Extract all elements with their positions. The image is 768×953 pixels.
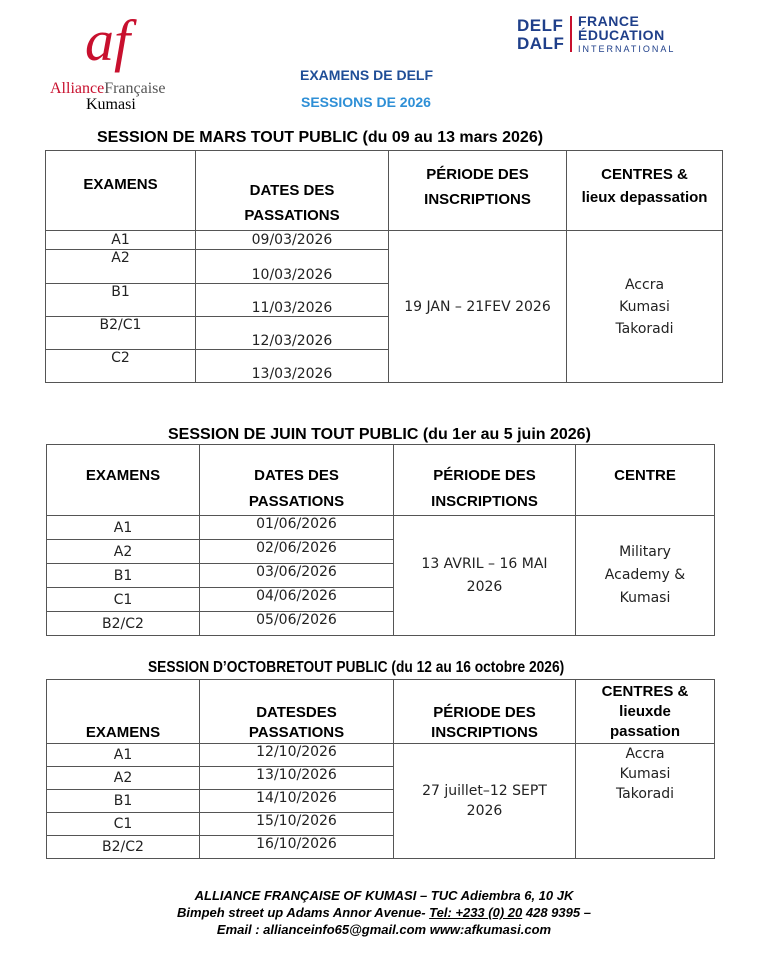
s2-date: 03/06/2026 bbox=[200, 564, 394, 588]
s3-centres: Accra Kumasi Takoradi bbox=[576, 744, 715, 859]
footer-street: Bimpeh street up Adams Annor Avenue- Tel: +233 (0) 20 428 9395 – bbox=[177, 905, 591, 920]
s3-col-period: PÉRIODE DES INSCRIPTIONS bbox=[394, 680, 576, 744]
session3-title: SESSION D’OCTOBRETOUT PUBLIC (du 12 au 16 octobre 2026) bbox=[148, 659, 565, 676]
fei-education: ÉDUCATION bbox=[578, 27, 665, 43]
s3-date: 14/10/2026 bbox=[200, 790, 394, 813]
s3-col-exams: EXAMENS bbox=[47, 680, 200, 744]
af-city: Kumasi bbox=[86, 96, 136, 113]
session3-table bbox=[46, 679, 715, 859]
footer bbox=[0, 887, 768, 938]
s2-centre: Military Academy & Kumasi bbox=[576, 516, 715, 636]
s3-exam: B2/C2 bbox=[47, 836, 200, 859]
session2-title: SESSION DE JUIN TOUT PUBLIC (du 1er au 5 juin 2026) bbox=[168, 426, 591, 443]
s1-exam: A2 bbox=[46, 250, 196, 284]
alliance-francaise-logo bbox=[83, 8, 143, 78]
s1-col-dates: DATES DES PASSATIONS bbox=[196, 151, 389, 231]
s1-col-period: PÉRIODE DES INSCRIPTIONS bbox=[389, 151, 567, 231]
s1-col-exams: EXAMENS bbox=[46, 151, 196, 231]
footer-email[interactable]: Email : allianceinfo65@gmail.com bbox=[216, 922, 427, 937]
s3-col-dates: DATESDES PASSATIONS bbox=[200, 680, 394, 744]
s3-period: 27 juillet–12 SEPT 2026 bbox=[394, 744, 576, 859]
page-title: EXAMENS DE DELF bbox=[300, 67, 434, 83]
s3-date: 16/10/2026 bbox=[200, 836, 394, 859]
s3-col-centres: CENTRES & lieuxde passation bbox=[576, 680, 715, 744]
fei-france: FRANCE bbox=[578, 13, 640, 29]
af-name-alliance: Alliance bbox=[50, 80, 105, 97]
delf-dalf-logo bbox=[517, 17, 564, 53]
s3-date: 12/10/2026 bbox=[200, 744, 394, 767]
dalf-label: DALF bbox=[517, 34, 565, 53]
s2-exam: A1 bbox=[47, 516, 200, 540]
s3-date: 15/10/2026 bbox=[200, 813, 394, 836]
af-name-francaise: Française bbox=[104, 80, 166, 97]
s2-col-exams: EXAMENS bbox=[47, 445, 200, 516]
s1-exam: B1 bbox=[46, 284, 196, 317]
footer-address: ALLIANCE FRANÇAISE OF KUMASI – TUC Adiembra 6, 10 JK bbox=[194, 888, 574, 903]
s2-date: 01/06/2026 bbox=[200, 516, 394, 540]
fei-international: INTERNATIONAL bbox=[578, 44, 676, 54]
s1-date: 13/03/2026 bbox=[196, 350, 389, 383]
s2-exam: B1 bbox=[47, 564, 200, 588]
af-logo-mark: af bbox=[85, 8, 131, 73]
france-education-logo bbox=[578, 14, 675, 56]
s1-period: 19 JAN – 21FEV 2026 bbox=[389, 231, 567, 383]
s2-exam: C1 bbox=[47, 588, 200, 612]
s1-date: 09/03/2026 bbox=[196, 231, 389, 250]
s1-date: 11/03/2026 bbox=[196, 284, 389, 317]
s1-date: 10/03/2026 bbox=[196, 250, 389, 284]
footer-website[interactable]: www:afkumasi.com bbox=[426, 922, 552, 937]
session1-table bbox=[45, 150, 723, 383]
s3-date: 13/10/2026 bbox=[200, 767, 394, 790]
delf-label: DELF bbox=[517, 16, 564, 35]
s2-col-centre: CENTRE bbox=[576, 445, 715, 516]
footer-phone-link[interactable]: Tel: +233 (0) 20 bbox=[429, 905, 523, 920]
s2-period: 13 AVRIL – 16 MAI 2026 bbox=[394, 516, 576, 636]
s3-exam: C1 bbox=[47, 813, 200, 836]
s2-exam: A2 bbox=[47, 540, 200, 564]
s1-exam: C2 bbox=[46, 350, 196, 383]
session1-title: SESSION DE MARS TOUT PUBLIC (du 09 au 13 mars 2026) bbox=[97, 129, 544, 146]
s1-exam: B2/C1 bbox=[46, 317, 196, 350]
s2-date: 02/06/2026 bbox=[200, 540, 394, 564]
s1-col-centres: CENTRES & lieux depassation bbox=[567, 151, 723, 231]
s1-date: 12/03/2026 bbox=[196, 317, 389, 350]
s1-exam: A1 bbox=[46, 231, 196, 250]
page-subtitle: SESSIONS DE 2026 bbox=[301, 94, 431, 110]
s2-date: 05/06/2026 bbox=[200, 612, 394, 636]
s2-col-dates: DATES DES PASSATIONS bbox=[200, 445, 394, 516]
s3-exam: B1 bbox=[47, 790, 200, 813]
s3-exam: A1 bbox=[47, 744, 200, 767]
logo-divider bbox=[570, 16, 572, 52]
s2-date: 04/06/2026 bbox=[200, 588, 394, 612]
s2-col-period: PÉRIODE DES INSCRIPTIONS bbox=[394, 445, 576, 516]
s1-centres: Accra Kumasi Takoradi bbox=[567, 231, 723, 383]
footer-contact bbox=[0, 921, 768, 938]
s2-exam: B2/C2 bbox=[47, 612, 200, 636]
s3-exam: A2 bbox=[47, 767, 200, 790]
session2-table bbox=[46, 444, 715, 636]
